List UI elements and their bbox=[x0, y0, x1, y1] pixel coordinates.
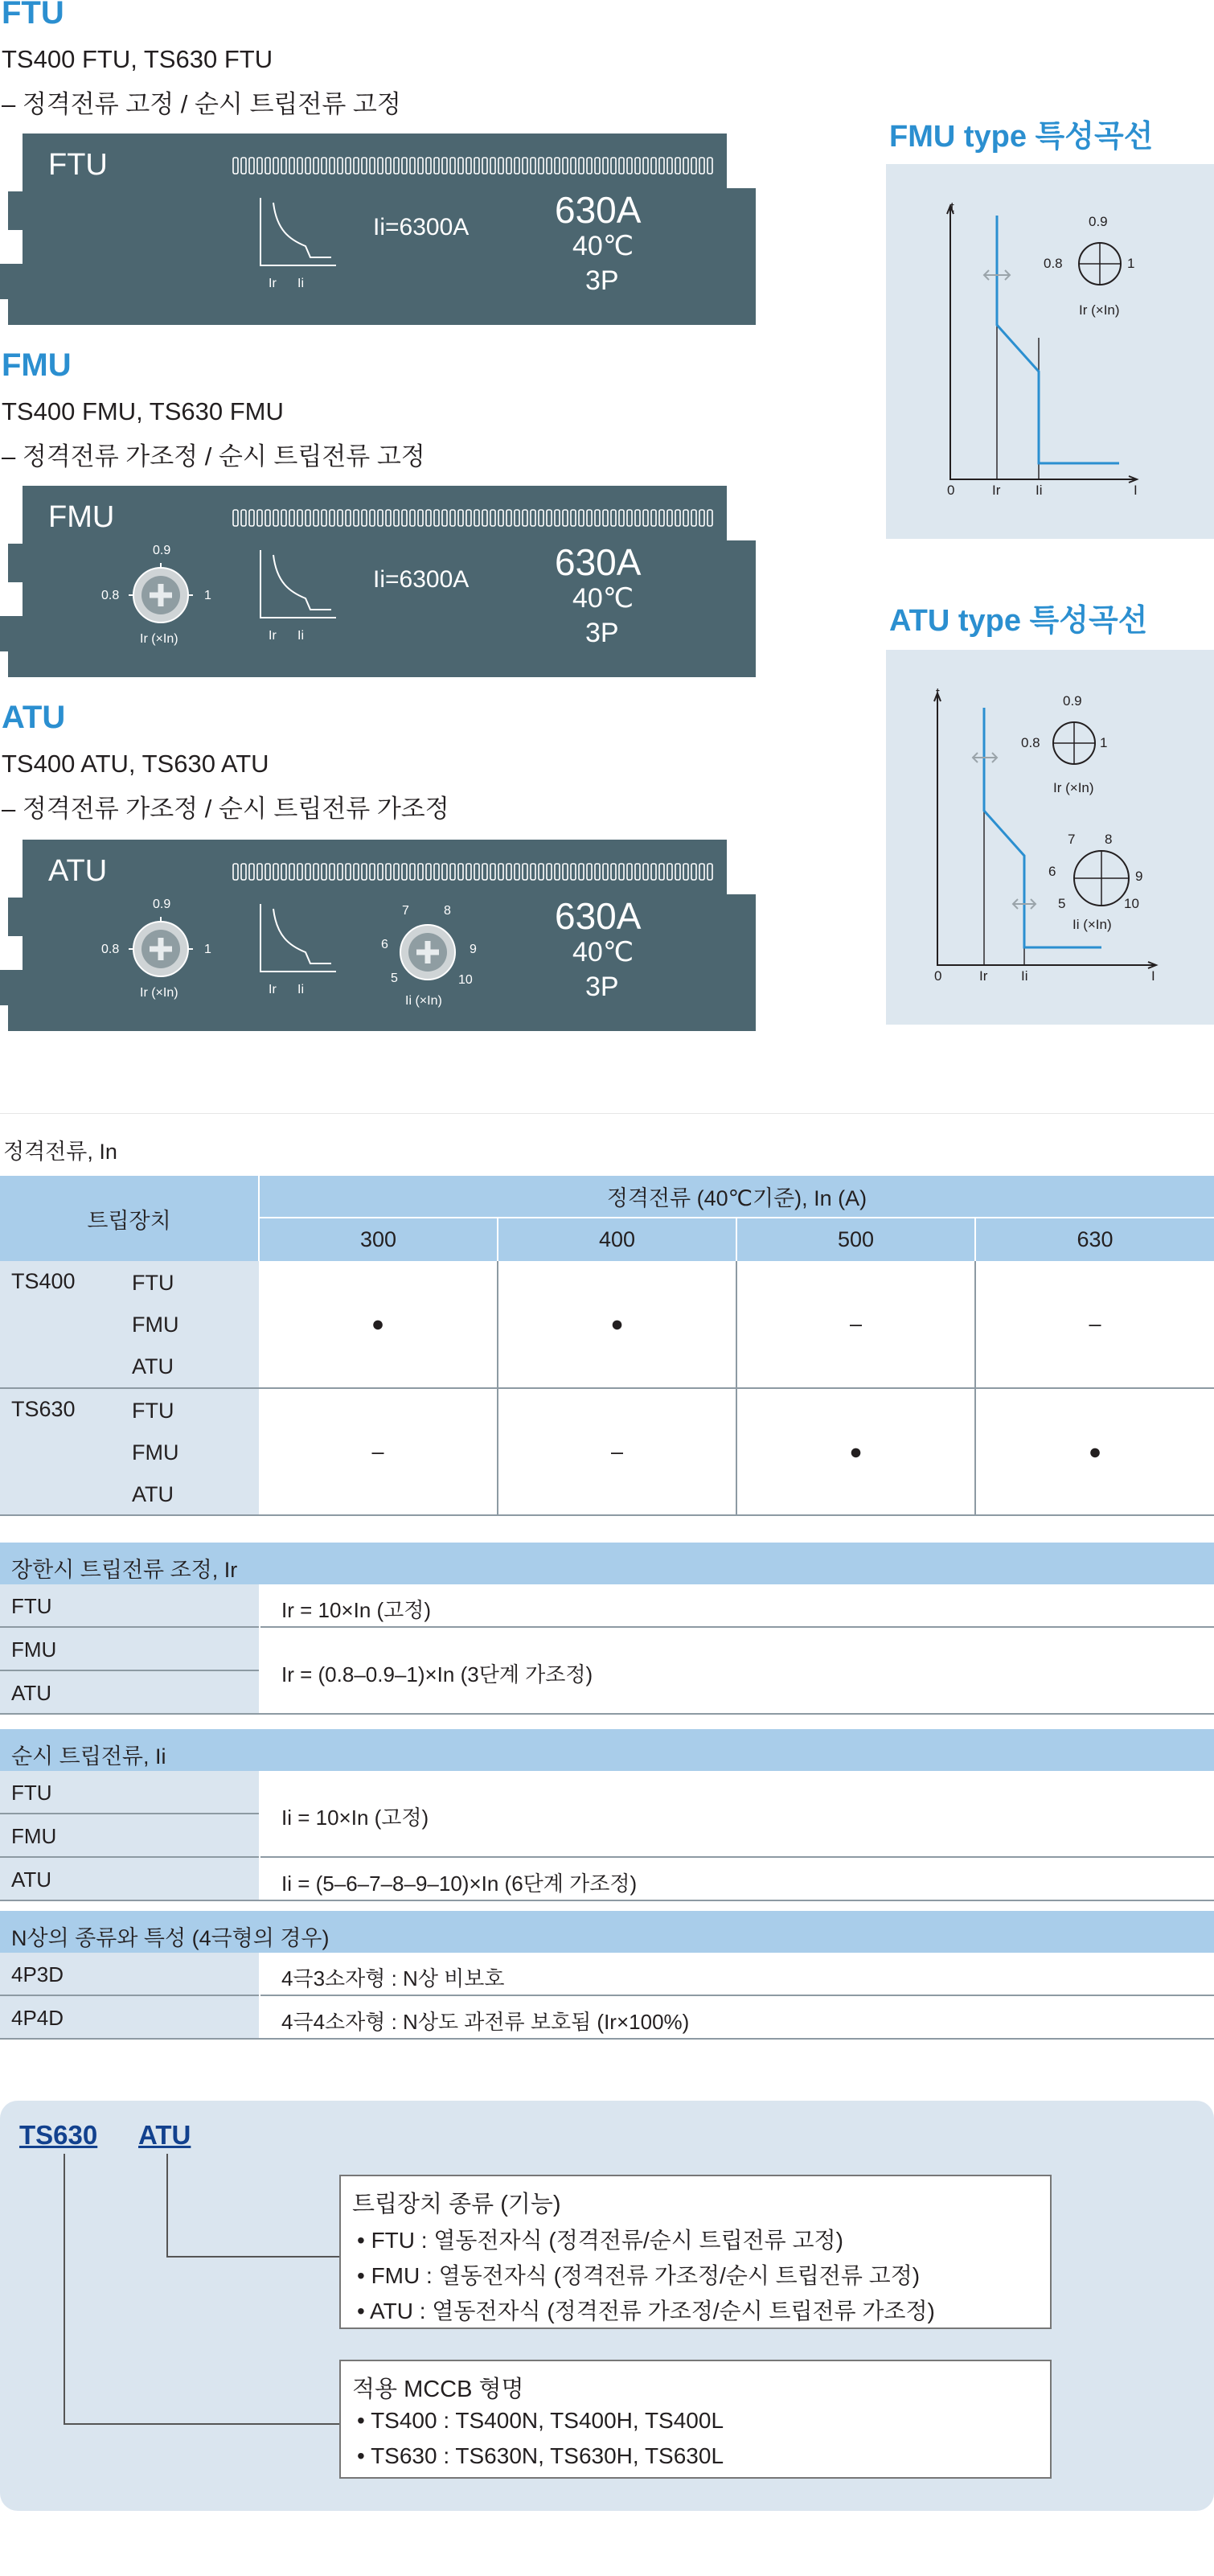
fmu-trip-unit bbox=[0, 486, 759, 677]
in-atu-value: Ii = (5–6–7–8–9–10)×In (6단계 가조정) bbox=[281, 1871, 638, 1896]
atu-graph-ii: Ii bbox=[297, 983, 304, 996]
amp-400: 400 bbox=[498, 1218, 736, 1261]
fmu-curve-caption: Ir (×In) bbox=[1079, 302, 1120, 318]
nt-4p4d: 4P4D bbox=[11, 2006, 64, 2030]
fmu-ii-value: Ii=6300A bbox=[373, 566, 470, 593]
ftu-title: FTU bbox=[2, 0, 64, 31]
table-row bbox=[0, 1388, 1214, 1515]
ts400-300: ● bbox=[259, 1261, 498, 1388]
divider bbox=[0, 1113, 1214, 1114]
trip-type-atu: • ATU : 열동전자식 (정격전류 가조정/순시 트립전류 가조정) bbox=[357, 2299, 935, 2323]
fmu-graph-ir: Ir bbox=[269, 629, 277, 643]
instant-rows bbox=[0, 1771, 1214, 1901]
atu-unit-shape bbox=[0, 840, 759, 1031]
instant-title: 순시 트립전류, Ii bbox=[11, 1744, 166, 1769]
fmu-curve-t: t bbox=[950, 199, 954, 215]
mccb-ts630: • TS630 : TS630N, TS630H, TS630L bbox=[357, 2443, 724, 2468]
atu-curve-title: ATU type 특성곡선 bbox=[889, 604, 1148, 638]
table-row bbox=[0, 1261, 1214, 1388]
lt-fmu-atu-value: Ir = (0.8–0.9–1)×In (3단계 가조정) bbox=[281, 1662, 593, 1687]
fmu-unit-name: FMU bbox=[48, 500, 115, 534]
ts630-500: ● bbox=[736, 1388, 975, 1515]
atu-curve-6: 6 bbox=[1048, 864, 1056, 879]
atu-ii-5: 5 bbox=[391, 972, 398, 985]
ts630-atu: ATU bbox=[132, 1482, 174, 1506]
atu-curve-09: 0.9 bbox=[1063, 693, 1082, 709]
ftu-trip-unit bbox=[0, 134, 759, 325]
atu-dial-08: 0.8 bbox=[101, 943, 120, 956]
atu-curve-zero: 0 bbox=[934, 968, 942, 984]
atu-curve-08: 0.8 bbox=[1021, 735, 1040, 750]
atu-ii-7: 7 bbox=[402, 904, 409, 918]
ts630-630: ● bbox=[1088, 1439, 1102, 1464]
atu-dial-caption: Ir (×In) bbox=[140, 986, 178, 1000]
ts400-atu: ATU bbox=[132, 1354, 174, 1378]
in-ftu-fmu-value: Ii = 10×In (고정) bbox=[281, 1806, 429, 1830]
code-frame: TS630 bbox=[19, 2120, 98, 2150]
trip-type-fmu: • FMU : 열동전자식 (정격전류 가조정/순시 트립전류 고정) bbox=[357, 2263, 921, 2288]
fmu-curve-zero: 0 bbox=[947, 483, 955, 498]
fmu-dial-caption: Ir (×In) bbox=[140, 632, 178, 646]
ts630-ftu: FTU bbox=[132, 1399, 174, 1423]
atu-ii-8: 8 bbox=[444, 904, 451, 918]
ts400-ftu: FTU bbox=[132, 1271, 174, 1295]
fmu-curve-ii: Ii bbox=[1036, 483, 1043, 498]
atu-curve-5: 5 bbox=[1058, 896, 1066, 911]
ts630-fmu: FMU bbox=[132, 1440, 179, 1465]
instant-header bbox=[0, 1729, 1214, 1771]
atu-curve-ii: Ii bbox=[1021, 968, 1028, 984]
ftu-description: – 정격전류 고정 / 순시 트립전류 고정 bbox=[2, 90, 401, 118]
atu-ii-9: 9 bbox=[470, 943, 477, 956]
ts630-300: – bbox=[259, 1388, 498, 1515]
fmu-amp: 630A bbox=[555, 541, 642, 583]
rating-table bbox=[0, 1176, 1214, 1516]
atu-models: TS400 ATU, TS630 ATU bbox=[2, 750, 269, 778]
fmu-description: – 정격전류 가조정 / 순시 트립전류 고정 bbox=[2, 442, 425, 470]
fmu-curve-ir: Ir bbox=[992, 483, 1001, 498]
in-fmu: FMU bbox=[11, 1824, 57, 1848]
neutral-title: N상의 종류와 특성 (4극형의 경우) bbox=[11, 1926, 330, 1950]
fmu-poles: 3P bbox=[585, 618, 619, 648]
fmu-dial-09: 0.9 bbox=[153, 544, 171, 557]
ftu-poles: 3P bbox=[585, 265, 619, 296]
atu-ii-10: 10 bbox=[458, 973, 473, 987]
fmu-graph-ii: Ii bbox=[297, 629, 304, 643]
atu-curve-caption: Ir (×In) bbox=[1053, 780, 1094, 795]
ftu-ii-value: Ii=6300A bbox=[373, 214, 470, 240]
atu-curve-caption2: Ii (×In) bbox=[1073, 917, 1112, 932]
frame-ts630: TS630 bbox=[11, 1397, 76, 1421]
atu-curve-ir: Ir bbox=[979, 968, 988, 984]
fmu-curve-panel bbox=[886, 164, 1214, 539]
amp-300: 300 bbox=[259, 1218, 498, 1261]
fmu-curve-title: FMU type 특성곡선 bbox=[889, 120, 1154, 154]
frame-ts400: TS400 bbox=[11, 1269, 76, 1293]
fmu-title: FMU bbox=[2, 347, 72, 383]
trip-type-ftu: • FTU : 열동전자식 (정격전류/순시 트립전류 고정) bbox=[357, 2228, 843, 2253]
fmu-temp: 40℃ bbox=[572, 583, 634, 614]
code-trip: ATU bbox=[138, 2120, 191, 2150]
atu-title: ATU bbox=[2, 700, 66, 735]
atu-curve-i: I bbox=[1151, 968, 1155, 984]
fmu-curve-1: 1 bbox=[1127, 256, 1135, 271]
atu-curve-1: 1 bbox=[1100, 735, 1108, 750]
atu-trip-unit bbox=[0, 840, 759, 1031]
atu-ii-6: 6 bbox=[381, 938, 388, 951]
long-time-header bbox=[0, 1543, 1214, 1584]
ftu-unit-name: FTU bbox=[48, 148, 108, 182]
atu-curve-8: 8 bbox=[1105, 832, 1113, 847]
atu-unit-name: ATU bbox=[48, 854, 108, 888]
fmu-dial-1: 1 bbox=[204, 589, 211, 602]
mccb-ts400: • TS400 : TS400N, TS400H, TS400L bbox=[357, 2408, 724, 2433]
trip-device-header: 트립장치 bbox=[0, 1176, 259, 1261]
atu-amp: 630A bbox=[555, 895, 642, 937]
trip-type-box bbox=[339, 2175, 1052, 2329]
ftu-amp: 630A bbox=[555, 189, 642, 231]
ordering-code-box bbox=[0, 2101, 1214, 2511]
ts400-fmu: FMU bbox=[132, 1313, 179, 1337]
atu-curve-panel bbox=[886, 650, 1214, 1025]
atu-curve-7: 7 bbox=[1068, 832, 1076, 847]
ftu-temp: 40℃ bbox=[572, 231, 634, 261]
ftu-graph-ir: Ir bbox=[269, 277, 277, 290]
fmu-curve-i: I bbox=[1134, 483, 1138, 498]
nt-4p3d: 4P3D bbox=[11, 1962, 64, 1986]
fmu-dial-08: 0.8 bbox=[101, 589, 120, 602]
nt-4p4d-value: 4극4소자형 : N상도 과전류 보호됨 (Ir×100%) bbox=[281, 2010, 690, 2034]
lt-ftu-value: Ir = 10×In (고정) bbox=[281, 1598, 432, 1622]
trip-type-title: 트립장치 종류 (기능) bbox=[352, 2192, 561, 2217]
amp-630: 630 bbox=[975, 1218, 1214, 1261]
mccb-type-title: 적용 MCCB 형명 bbox=[352, 2377, 524, 2402]
fmu-curve-08: 0.8 bbox=[1044, 256, 1063, 271]
ftu-graph-ii: Ii bbox=[297, 277, 304, 290]
in-atu: ATU bbox=[11, 1867, 52, 1892]
atu-ii-dial-icon bbox=[400, 925, 455, 980]
atu-dial-1: 1 bbox=[204, 943, 211, 956]
atu-description: – 정격전류 가조정 / 순시 트립전류 가조정 bbox=[2, 795, 449, 823]
fmu-curve-09: 0.9 bbox=[1089, 214, 1108, 229]
lt-fmu: FMU bbox=[11, 1637, 57, 1662]
ts400-400: ● bbox=[498, 1261, 736, 1388]
lt-ftu: FTU bbox=[11, 1594, 52, 1618]
ts400-500: – bbox=[736, 1261, 975, 1388]
rated-current-header: 정격전류 (40℃기준), In (A) bbox=[259, 1176, 1214, 1218]
lt-atu: ATU bbox=[11, 1681, 52, 1705]
neutral-header bbox=[0, 1911, 1214, 1953]
ts630-400: – bbox=[498, 1388, 736, 1515]
long-time-title: 장한시 트립전류 조정, Ir bbox=[11, 1558, 238, 1582]
long-time-rows bbox=[0, 1584, 1214, 1715]
nt-4p3d-value: 4극3소자형 : N상 비보호 bbox=[281, 1966, 505, 1991]
fmu-models: TS400 FMU, TS630 FMU bbox=[2, 397, 284, 425]
atu-curve-t: t bbox=[936, 685, 940, 700]
atu-poles: 3P bbox=[585, 972, 619, 1002]
ts400-630: – bbox=[1089, 1312, 1101, 1336]
atu-ii-caption: Ii (×In) bbox=[405, 994, 442, 1008]
atu-curve-10: 10 bbox=[1124, 896, 1139, 911]
mccb-type-box bbox=[339, 2360, 1052, 2479]
in-ftu: FTU bbox=[11, 1781, 52, 1805]
atu-curve-9: 9 bbox=[1135, 869, 1143, 884]
atu-dial-09: 0.9 bbox=[153, 898, 171, 911]
atu-graph-ir: Ir bbox=[269, 983, 277, 996]
rating-table-caption: 정격전류, In bbox=[3, 1140, 117, 1164]
amp-500: 500 bbox=[736, 1218, 975, 1261]
neutral-rows bbox=[0, 1953, 1214, 2040]
fmu-curve-graph bbox=[886, 164, 1214, 539]
ftu-models: TS400 FTU, TS630 FTU bbox=[2, 45, 273, 73]
atu-temp: 40℃ bbox=[572, 937, 634, 968]
